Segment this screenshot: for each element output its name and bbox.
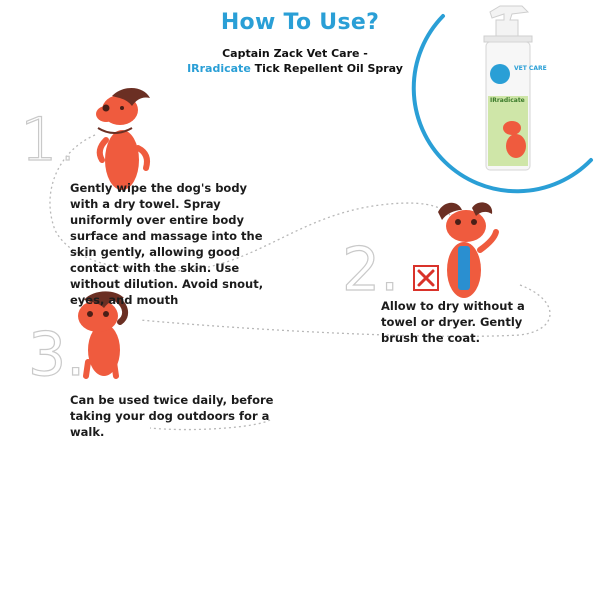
product-subtitle (180, 46, 410, 76)
bottle-label-line: VET CARE (514, 65, 547, 72)
step-number-2: 2. (342, 235, 400, 305)
no-towel-icon (414, 266, 438, 290)
step-3-instruction: Can be used twice daily, before taking your dog outdoors for a walk. (70, 393, 274, 439)
step-2-instruction: Allow to dry without a towel or dryer. Gently brush the coat. (381, 299, 525, 345)
brand-name: IRradicate (187, 62, 251, 75)
dog-mascot-icon (96, 88, 150, 190)
subtitle-line-1: Captain Zack Vet Care - (222, 47, 368, 60)
bottle-label-product: IRradicate (490, 97, 525, 104)
subtitle-line-2 (180, 61, 410, 76)
step-number-3: 3. (28, 320, 86, 390)
dog-mascot-icon (438, 202, 496, 298)
step-1-instruction: Gently wipe the dog's body with a dry towel. Spray uniformly over entire body surface and massage into the skin gently, allowing good contact with the skin. Use without dilution. Avoid snout, eyes, and mouth (70, 181, 264, 307)
step-number-1: 1. (20, 105, 78, 175)
page-title: How To Use? (220, 10, 380, 35)
subtitle-line-2-rest: Tick Repellent Oil Spray (250, 62, 403, 75)
